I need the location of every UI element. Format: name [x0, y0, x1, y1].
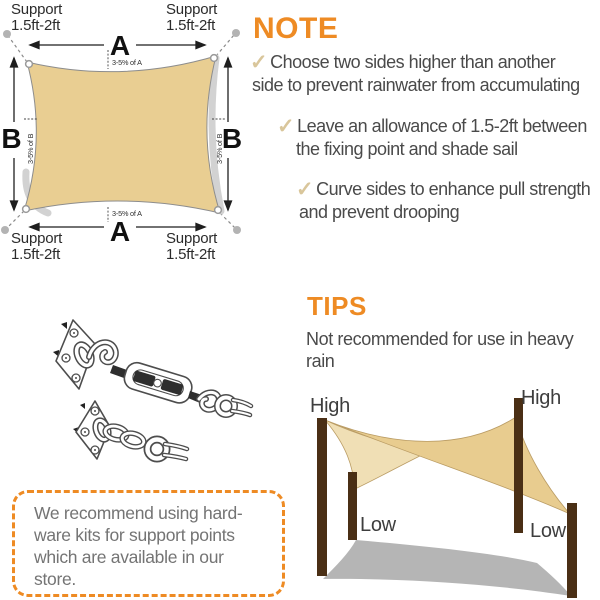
rope-loop: [218, 398, 252, 416]
shade-sail-light-panel: [325, 420, 428, 489]
note-heading: NOTE: [253, 12, 339, 45]
low-label-right: Low: [530, 520, 566, 542]
recommendation-line: store.: [34, 569, 76, 589]
check-icon: ✓: [250, 51, 268, 74]
bullet-line-1: [250, 51, 580, 74]
note-bullet: [250, 51, 580, 97]
note-bullet: [277, 115, 587, 161]
check-icon: ✓: [296, 178, 314, 201]
support-word: Support: [166, 230, 218, 247]
recommendation-line: which are available in our: [34, 547, 224, 567]
side-b-right-label: B: [221, 123, 243, 154]
ground-shadow-shape: [323, 540, 571, 596]
bullet-line-1: [277, 115, 587, 138]
chain-links: [104, 424, 145, 449]
hardware-recommendation-box: [12, 490, 285, 597]
support-label-bottom-right: [166, 231, 217, 262]
support-word: Support: [166, 1, 218, 18]
high-label-right: High: [521, 387, 561, 409]
bullet-text: side to prevent rainwater from accumulating: [252, 75, 580, 95]
note-bullet: [296, 178, 590, 224]
bullet-text: Leave an allowance of 1.5-2ft between: [297, 116, 587, 136]
bullet-line-1: [296, 178, 590, 201]
bullet-text: the fixing point and shade sail: [296, 139, 518, 159]
side-a-top-label: A: [109, 30, 131, 61]
support-label-top-left: [11, 2, 62, 33]
tips-line: rain: [306, 351, 335, 371]
turnbuckle: [122, 360, 195, 406]
post-low-left: [348, 472, 357, 540]
post-high-left: [317, 418, 327, 576]
sail-shape: [24, 56, 220, 213]
post-low-right: [567, 503, 577, 598]
post-high-right: [514, 398, 523, 533]
support-word: Support: [11, 230, 63, 247]
low-label-left: Low: [360, 514, 396, 536]
support-distance: 1.5ft-2ft: [11, 245, 61, 263]
check-icon: ✓: [277, 115, 295, 138]
tips-heading: TIPS: [307, 291, 367, 321]
side-b-left-label: B: [1, 123, 22, 154]
sag-b-right-label: 3-5% of B: [215, 133, 224, 164]
bullet-text: Choose two sides higher than another: [270, 52, 556, 72]
high-label-left: High: [310, 395, 350, 417]
sag-a-top-label: 3-5% of A: [112, 58, 142, 67]
recommendation-line: We recommend using hard-: [34, 503, 243, 523]
bullet-text: and prevent drooping: [299, 202, 460, 222]
tips-line: Not recommended for use in heavy: [306, 329, 574, 349]
rope-loop: [148, 440, 188, 460]
sag-b-left-label: 3-5% of B: [26, 133, 35, 164]
support-word: Support: [11, 1, 63, 18]
support-distance: 1.5ft-2ft: [166, 245, 216, 263]
recommendation-line: ware kits for support points: [34, 525, 235, 545]
hardware-kit-illustration: [30, 312, 260, 482]
support-distance: 1.5ft-2ft: [11, 16, 61, 34]
sag-a-bottom-label: 3-5% of A: [112, 209, 142, 218]
bullet-text: Curve sides to enhance pull strength: [316, 179, 591, 199]
tips-text: [306, 328, 573, 372]
side-a-bottom-label: A: [109, 216, 131, 247]
support-label-top-right: [166, 2, 217, 33]
support-label-bottom-left: [11, 231, 62, 262]
support-distance: 1.5ft-2ft: [166, 16, 216, 34]
